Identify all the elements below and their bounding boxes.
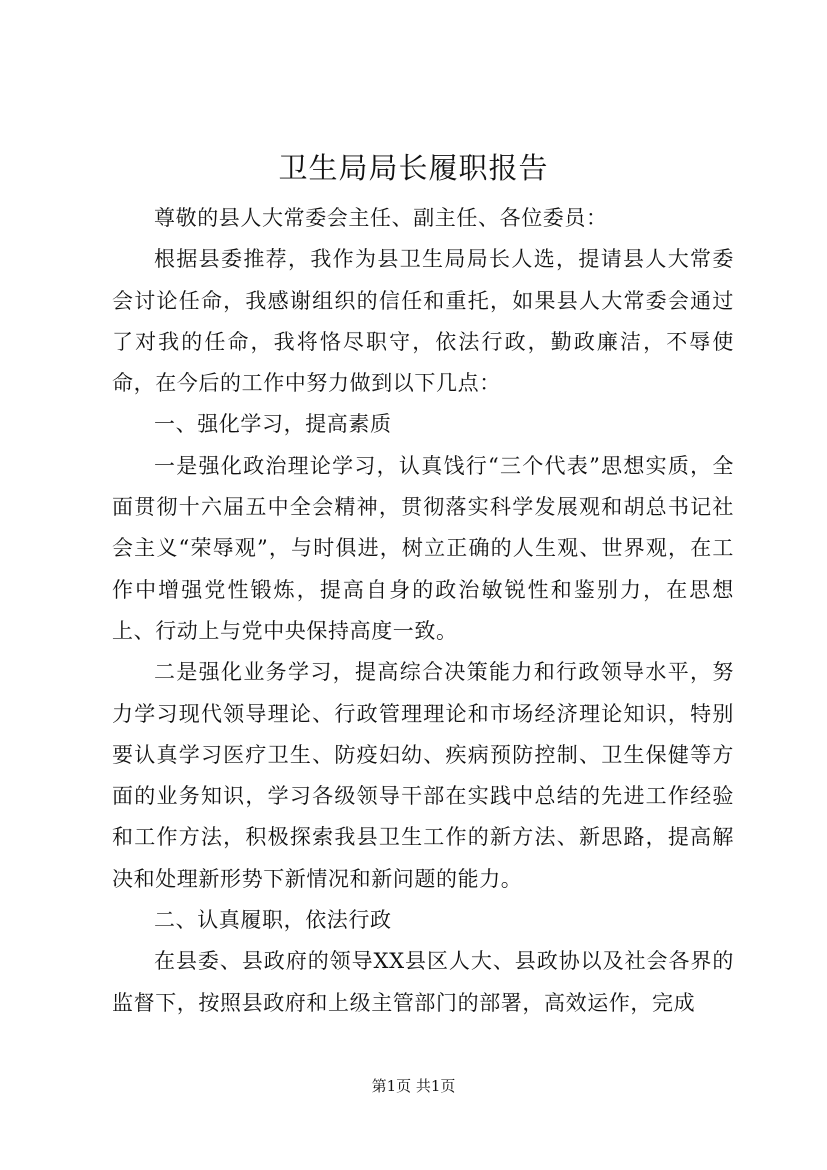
document-body — [112, 198, 734, 1024]
section-heading-1: 一、强化学习，提高素质 — [154, 412, 392, 437]
section-heading-2: 二、认真履职，依法行政 — [154, 908, 392, 933]
salutation-paragraph: 尊敬的县人大常委会主任、副主任、各位委员： — [154, 206, 608, 230]
intro-paragraph: 根据县委推荐，我作为县卫生局局长人选，提请县人大常委会讨论任命，我感谢组织的信任和重托，如果县人大常委会通过了对我的任命，我将恪尽职守，依法行政，勤政廉洁，不辱使命，在今后的工作中努力做到以下几点： — [112, 247, 734, 396]
duty-paragraph: 在县委、县政府的领导XX县区人大、县政协以及社会各界的监督下，按照县政府和上级主管部门的部署，高效运作，完成 — [112, 949, 734, 1015]
page-footer: 第1页 共1页 — [371, 1077, 456, 1095]
political-study-paragraph: 一是强化政治理论学习，认真饯行“三个代表”思想实质，全面贯彻十六届五中全会精神，贯彻落实科学发展观和胡总书记社会主义“荣辱观”，与时俱进，树立正确的人生观、世界观，在工作中增强党性锻炼，提高自身的政治敏锐性和鉴别力，在思想上、行动上与党中央保持高度一致。 — [112, 453, 734, 643]
document-title: 卫生局局长履职报告 — [278, 151, 549, 185]
business-study-paragraph: 二是强化业务学习，提高综合决策能力和行政领导水平，努力学习现代领导理论、行政管理理论和市场经济理论知识，特别要认真学习医疗卫生、防疫妇幼、疾病预防控制、卫生保健等方面的业务知识，学习各级领导干部在实践中总结的先进工作经验和工作方法，积极探索我县卫生工作的新方法、新思路，提高解决和处理新形势下新情况和新问题的能力。 — [112, 660, 734, 891]
